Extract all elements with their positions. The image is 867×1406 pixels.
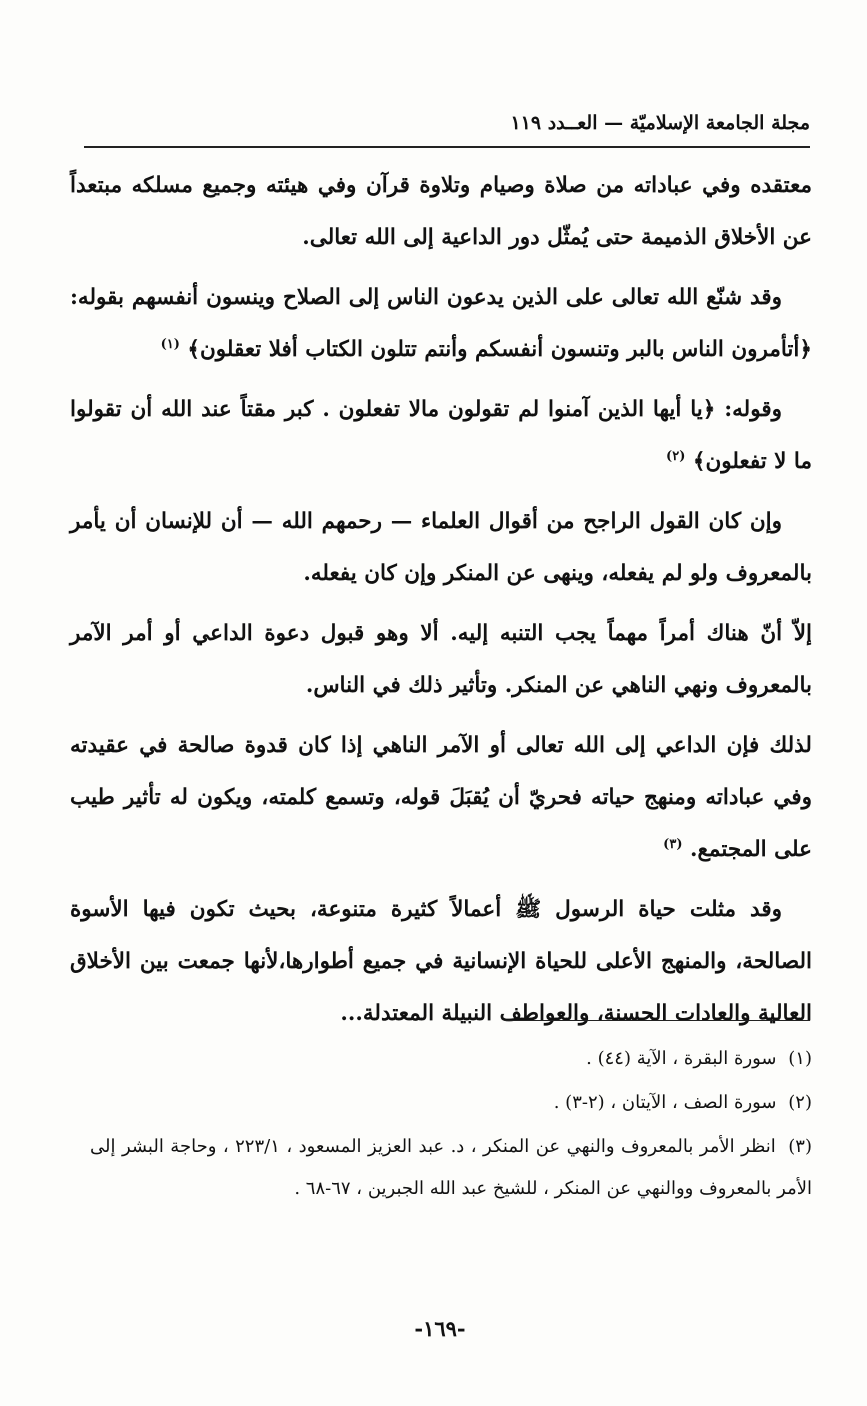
paragraph-text: وقوله: ﴿يا أيها الذين آمنوا لم تقولون مالا تفعلون . كبر مقتاً عند الله أن تقولوا ما لا تفعلون﴾ xyxy=(70,397,812,474)
paragraph-text: وقد مثلت حياة الرسول ﷺ أعمالاً كثيرة متنوعة، بحيث تكون فيها الأسوة الصالحة، والمنهج الأعلى للحياة الإنسانية في جميع أطوارها،لأنها جمعت بين الأخلاق العالية والعادات الحسنة، والعواطف النبيلة المعتدلة... xyxy=(70,897,812,1026)
footnote-text: سورة الصف ، الآيتان ، (٢-٣) . xyxy=(553,1092,777,1113)
footnote-reference: (٣) xyxy=(663,836,683,852)
footnote-number: (٢) xyxy=(788,1092,812,1113)
footnote-number: (٣) xyxy=(788,1136,812,1157)
footnote-reference: (٢) xyxy=(666,448,686,464)
footnote-text: سورة البقرة ، الآية (٤٤) . xyxy=(586,1048,777,1069)
footnote-divider xyxy=(505,1020,810,1021)
footnote-reference: (١) xyxy=(160,336,180,352)
header-divider xyxy=(84,146,810,148)
paragraph-text: وإن كان القول الراجح من أقوال العلماء — رحمهم الله — أن للإنسان أن يأمر بالمعروف ولو لم يفعله، وينهى عن المنكر وإن كان يفعله. xyxy=(70,509,812,586)
paragraph xyxy=(70,608,812,712)
body-text xyxy=(70,160,812,1048)
paragraph xyxy=(70,272,812,376)
paragraph-text: معتقده وفي عباداته من صلاة وصيام وتلاوة قرآن وفي هيئته وجميع مسلكه مبتعداً عن الأخلاق الذميمة حتى يُمثّل دور الداعية إلى الله تعالى. xyxy=(70,173,812,250)
paragraph xyxy=(70,384,812,488)
paragraph-text: وقد شنّع الله تعالى على الذين يدعون الناس إلى الصلاح وينسون أنفسهم بقوله: ﴿أتأمرون الناس بالبر وتنسون أنفسكم وأنتم تتلون الكتاب أفلا تعقلون﴾ xyxy=(70,285,812,362)
footnotes xyxy=(90,1038,812,1212)
paragraph xyxy=(70,884,812,1040)
paragraph xyxy=(70,496,812,600)
footnote-item xyxy=(90,1038,812,1080)
footnote-text: انظر الأمر بالمعروف والنهي عن المنكر ، د. عبد العزيز المسعود ، ٢٢٣/١ ، وحاجة البشر إلى الأمر بالمعروف ووالنهي عن المنكر ، للشيخ عبد الله الجبرين ، ٦٧-٦٨ . xyxy=(90,1136,812,1199)
page-number: -١٦٩- xyxy=(414,1316,466,1341)
running-header: مجلة الجامعة الإسلاميّة — العــدد ١١٩ xyxy=(510,112,810,134)
footnote-item xyxy=(90,1126,812,1210)
footnote-item xyxy=(90,1082,812,1124)
paragraph-text: لذلك فإن الداعي إلى الله تعالى أو الآمر الناهي إذا كان قدوة صالحة في عقيدته وفي عباداته ومنهج حياته فحريّ أن يُقبَلَ قوله، وتسمع كلمته، ويكون له تأثير طيب على المجتمع. xyxy=(70,733,812,862)
footnote-number: (١) xyxy=(788,1048,812,1069)
paragraph-text: إلاّ أنّ هناك أمراً مهماً يجب التنبه إليه. ألا وهو قبول دعوة الداعي أو أمر الآمر بالمعروف ونهي الناهي عن المنكر. وتأثير ذلك في الناس. xyxy=(70,621,812,698)
paragraph xyxy=(70,160,812,264)
paragraph xyxy=(70,720,812,876)
